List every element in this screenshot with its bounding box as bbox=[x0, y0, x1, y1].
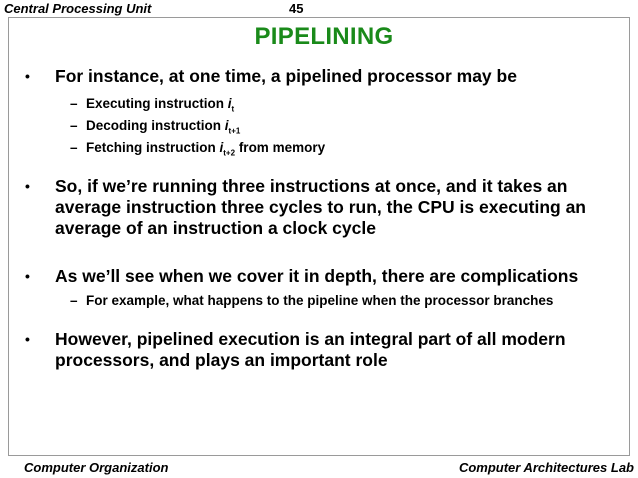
bullet-icon: • bbox=[25, 331, 30, 347]
bullet-3-text: As we’ll see when we cover it in depth, there are complications bbox=[55, 266, 579, 286]
footer-course: Computer Organization bbox=[24, 460, 169, 475]
slide-number: 45 bbox=[289, 1, 304, 16]
bullet-4-line-2: processors, and plays an important role bbox=[55, 350, 388, 370]
bullet-2-line-2: average instruction three cycles to run, the CPU is executing an bbox=[55, 197, 586, 217]
sub-bullet-text: For example, what happens to the pipeline when the processor branches bbox=[86, 293, 554, 308]
bullet-icon: • bbox=[25, 178, 30, 194]
dash-icon: – bbox=[70, 293, 78, 308]
bullet-2-line-3: average of an instruction a clock cycle bbox=[55, 218, 376, 238]
bullet-4-line-1: However, pipelined execution is an integral part of all modern bbox=[55, 329, 566, 349]
dash-icon: – bbox=[70, 118, 78, 133]
sub-bullet-tail: from memory bbox=[235, 140, 326, 155]
bullet-icon: • bbox=[25, 68, 30, 84]
dash-icon: – bbox=[70, 96, 78, 111]
footer-lab: Computer Architectures Lab bbox=[458, 460, 634, 475]
bullet-icon: • bbox=[25, 268, 30, 284]
instruction-subscript: t+2 bbox=[223, 148, 236, 158]
instruction-var: i bbox=[224, 118, 229, 133]
sub-bullet-text: Decoding instruction bbox=[86, 118, 225, 133]
bullet-1-text: For instance, at one time, a pipelined processor may be bbox=[55, 66, 517, 86]
sub-bullet-text: Fetching instruction bbox=[86, 140, 220, 155]
instruction-var: i bbox=[219, 140, 224, 155]
instruction-subscript: t bbox=[231, 104, 235, 114]
instruction-var: i bbox=[227, 96, 232, 111]
course-label: Central Processing Unit bbox=[4, 1, 152, 16]
sub-bullet-text: Executing instruction bbox=[86, 96, 228, 111]
bullet-2-line-1: So, if we’re running three instructions at once, and it takes an bbox=[55, 176, 568, 196]
slide-title: PIPELINING bbox=[254, 23, 394, 50]
dash-icon: – bbox=[70, 140, 78, 155]
instruction-subscript: t+1 bbox=[228, 126, 241, 136]
